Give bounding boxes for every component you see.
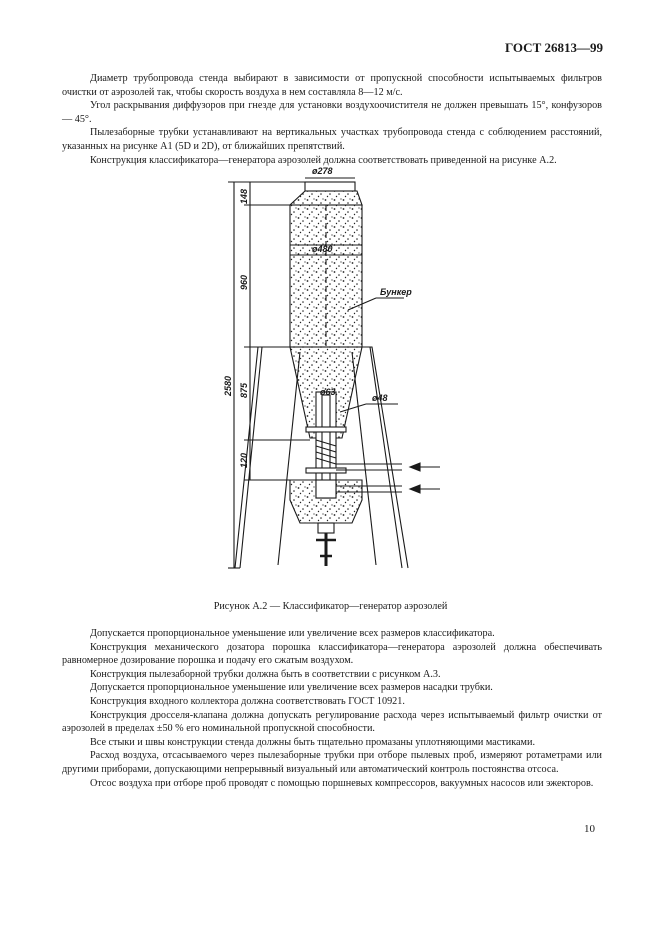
page-number: 10 (584, 823, 595, 835)
paragraph: Угол раскрывания диффузоров при гнезде для установки воздухоочистителя не должен превышать 15°, конфузоров — 45°. (62, 100, 602, 125)
standard-header: ГОСТ 26813—99 (504, 40, 603, 55)
dim-cone-height: 875 (239, 382, 249, 398)
dim-total-height: 2580 (223, 375, 233, 396)
text-block-bottom (62, 627, 602, 790)
paragraph: Допускается пропорциональное уменьшение или увеличение всех размеров насадки трубки. (90, 682, 493, 694)
paragraph: Расход воздуха, отсасываемого через пылезаборные трубки при отборе пылевых проб, измеряют ротаметрами или другими приборами, допускающими непрерывный визуальный или автоматический контроль постоянства отсоса. (62, 750, 602, 775)
dim-body-diameter: ø480 (312, 244, 333, 254)
top-section (290, 191, 362, 205)
paragraph: Конструкция входного коллектора должна соответствовать ГОСТ 10921. (90, 695, 405, 707)
dim-pipe-diameter: ø48 (372, 393, 388, 403)
figure-caption: Рисунок А.2 — Классификатор—генератор аэрозолей (213, 601, 448, 612)
right-leg (362, 347, 408, 568)
paragraph: Конструкция пылезаборной трубки должна быть в соответствии с рисунком А.3. (90, 668, 441, 680)
paragraph: Конструкция механического дозатора порошка классификатора—генератора аэрозолей должна обеспечивать равномерное дозирование порошка и подачу его сжатым воздухом. (62, 641, 602, 667)
paragraph: Все стыки и швы конструкции стенда должны быть тщательно промазаны уплотняющими мастиками. (90, 736, 535, 748)
dim-top-section: 148 (239, 188, 249, 204)
paragraph: Конструкция классификатора—генератора аэрозолей должна соответствовать приведенной на рисунке А.2. (90, 154, 557, 166)
paragraph: Отсос воздуха при отборе проб проводят с помощью поршневых компрессоров, вакуумных насосов или эжекторов. (90, 777, 594, 789)
top-cap (305, 182, 355, 191)
dim-bottom-height: 120 (239, 452, 249, 468)
paragraph: Конструкция дросселя-клапана должна допускать регулирование расхода через испытываемый фильтр очистки от аэрозолей в пределах ±50 % его номинальной пропускной способности. (62, 709, 602, 735)
dim-inner-diameter: ø63 (320, 387, 336, 397)
hopper-label: Бункер (380, 287, 412, 297)
paragraph: Диаметр трубопровода стенда выбирают в зависимости от пропускной способности испытываемых фильтров очистки от аэрозолей так, чтобы скорость воздуха в нем составляла 8—12 м/с. (62, 73, 602, 98)
dim-body-height: 960 (239, 274, 249, 290)
paragraph: Допускается пропорциональное уменьшение или увеличение всех размеров классификатора. (90, 628, 495, 639)
paragraph: Пылезаборные трубки устанавливают на вертикальных участках трубопровода стенда с соблюдением расстояний, указанных на рисунке А1 (5D и 2D), от ближайших препятствий. (62, 127, 602, 152)
dim-top-width: ø278 (312, 166, 333, 176)
